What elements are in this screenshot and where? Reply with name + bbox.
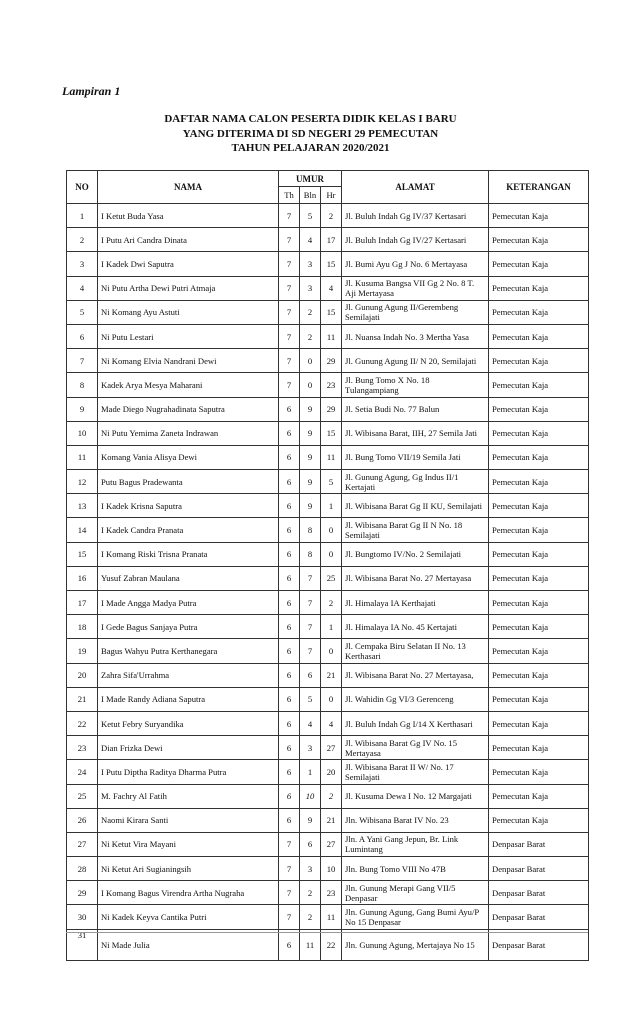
cell-no: 10 (67, 421, 98, 445)
table-row (67, 760, 589, 784)
cell-alamat: Jl. Bung Tomo X No. 18 Tulangampiang (342, 373, 489, 397)
cell-bln: 3 (300, 252, 321, 276)
heading-line-2: YANG DITERIMA DI SD NEGERI 29 PEMECUTAN (182, 127, 439, 140)
cell-nama: Made Diego Nugrahadinata Saputra (98, 397, 279, 421)
cell-alamat: Jln. Gunung Merapi Gang VII/5 Denpasar (342, 881, 489, 905)
cell-no: 25 (67, 784, 98, 808)
cell-th: 6 (279, 687, 300, 711)
cell-bln: 6 (300, 832, 321, 856)
cell-hr: 2 (321, 784, 342, 808)
table-row (67, 494, 589, 518)
table-row (67, 663, 589, 687)
cell-bln: 7 (300, 591, 321, 615)
cell-hr: 20 (321, 760, 342, 784)
cell-hr: 0 (321, 542, 342, 566)
cell-keterangan: Pemecutan Kaja (489, 397, 589, 421)
cell-hr: 4 (321, 276, 342, 300)
table-row (67, 881, 589, 905)
cell-keterangan: Denpasar Barat (489, 857, 589, 881)
table-row (67, 470, 589, 494)
cell-hr: 11 (321, 324, 342, 348)
cell-th: 6 (279, 808, 300, 832)
cell-hr: 15 (321, 252, 342, 276)
cell-keterangan: Pemecutan Kaja (489, 542, 589, 566)
cell-nama: I Komang Riski Trisna Pranata (98, 542, 279, 566)
cell-bln: 8 (300, 542, 321, 566)
header-keterangan: KETERANGAN (489, 171, 589, 204)
cell-th: 7 (279, 373, 300, 397)
cell-th: 6 (279, 736, 300, 760)
cell-alamat: Jl. Gunung Agung, Gg Indus II/1 Kertajati (342, 470, 489, 494)
cell-th: 6 (279, 639, 300, 663)
cell-bln: 9 (300, 445, 321, 469)
table-row (67, 832, 589, 856)
cell-th: 6 (279, 929, 300, 960)
cell-alamat: Jl. Cempaka Biru Selatan II No. 13 Kerthasari (342, 639, 489, 663)
cell-keterangan: Pemecutan Kaja (489, 204, 589, 228)
cell-nama: Naomi Kirara Santi (98, 808, 279, 832)
cell-nama: Ni Putu Yemima Zaneta Indrawan (98, 421, 279, 445)
table-row (67, 687, 589, 711)
cell-nama: Ni Putu Artha Dewi Putri Atmaja (98, 276, 279, 300)
cell-no: 6 (67, 324, 98, 348)
cell-keterangan: Pemecutan Kaja (489, 349, 589, 373)
cell-th: 6 (279, 784, 300, 808)
cell-keterangan: Pemecutan Kaja (489, 711, 589, 735)
cell-hr: 23 (321, 881, 342, 905)
cell-no: 29 (67, 881, 98, 905)
cell-alamat: Jl. Bungtomo IV/No. 2 Semilajati (342, 542, 489, 566)
cell-th: 6 (279, 445, 300, 469)
cell-nama: Ni Ketut Vira Mayani (98, 832, 279, 856)
table-row (67, 397, 589, 421)
cell-keterangan: Pemecutan Kaja (489, 566, 589, 590)
cell-keterangan: Pemecutan Kaja (489, 663, 589, 687)
cell-bln: 6 (300, 663, 321, 687)
header-alamat: ALAMAT (342, 171, 489, 204)
cell-alamat: Jl. Gunung Agung II/Gerembeng Semilajati (342, 300, 489, 324)
cell-keterangan: Pemecutan Kaja (489, 808, 589, 832)
cell-bln: 10 (300, 784, 321, 808)
cell-bln: 11 (300, 929, 321, 960)
cell-bln: 2 (300, 324, 321, 348)
cell-hr: 23 (321, 373, 342, 397)
header-nama: NAMA (98, 171, 279, 204)
cell-alamat: Jln. Bung Tomo VIII No 47B (342, 857, 489, 881)
cell-th: 7 (279, 349, 300, 373)
cell-bln: 0 (300, 373, 321, 397)
cell-th: 6 (279, 663, 300, 687)
cell-th: 6 (279, 566, 300, 590)
cell-nama: Komang Vania Alisya Dewi (98, 445, 279, 469)
cell-th: 7 (279, 832, 300, 856)
cell-nama: M. Fachry Al Fatih (98, 784, 279, 808)
cell-hr: 22 (321, 929, 342, 960)
cell-bln: 4 (300, 228, 321, 252)
cell-alamat: Jl. Nuansa Indah No. 3 Mertha Yasa (342, 324, 489, 348)
cell-hr: 17 (321, 228, 342, 252)
cell-alamat: Jl. Himalaya IA Kerthajati (342, 591, 489, 615)
cell-no: 23 (67, 736, 98, 760)
cell-hr: 15 (321, 421, 342, 445)
table-row (67, 905, 589, 929)
table-row (67, 591, 589, 615)
cell-th: 6 (279, 421, 300, 445)
cell-keterangan: Denpasar Barat (489, 905, 589, 929)
table-row (67, 276, 589, 300)
cell-th: 7 (279, 881, 300, 905)
cell-nama: I Kadek Dwi Saputra (98, 252, 279, 276)
cell-no: 17 (67, 591, 98, 615)
cell-no: 7 (67, 349, 98, 373)
cell-nama: Ni Made Julia (98, 929, 279, 960)
cell-nama: I Kadek Krisna Saputra (98, 494, 279, 518)
cell-no: 12 (67, 470, 98, 494)
cell-bln: 4 (300, 711, 321, 735)
cell-hr: 21 (321, 663, 342, 687)
cell-nama: I Putu Ari Candra Dinata (98, 228, 279, 252)
cell-hr: 27 (321, 736, 342, 760)
cell-no: 14 (67, 518, 98, 542)
table-row (67, 349, 589, 373)
cell-no: 20 (67, 663, 98, 687)
cell-th: 6 (279, 518, 300, 542)
cell-nama: I Kadek Candra Pranata (98, 518, 279, 542)
cell-hr: 11 (321, 445, 342, 469)
student-table (66, 170, 589, 961)
cell-nama: Dian Frizka Dewi (98, 736, 279, 760)
cell-alamat: Jl. Buluh Indah Gg IV/27 Kertasari (342, 228, 489, 252)
cell-bln: 1 (300, 760, 321, 784)
table-row (67, 373, 589, 397)
cell-alamat: Jl. Wibisana Barat Gg II KU, Semilajati (342, 494, 489, 518)
cell-alamat: Jln. A Yani Gang Jepun, Br. Link Lumintang (342, 832, 489, 856)
cell-no: 24 (67, 760, 98, 784)
table-row (67, 784, 589, 808)
cell-bln: 3 (300, 736, 321, 760)
cell-no: 11 (67, 445, 98, 469)
table-body (67, 204, 589, 961)
cell-alamat: Jln. Gunung Agung, Mertajaya No 15 (342, 929, 489, 960)
table-row (67, 445, 589, 469)
table-row (67, 808, 589, 832)
cell-alamat: Jln. Wibisana Barat IV No. 23 (342, 808, 489, 832)
cell-bln: 5 (300, 204, 321, 228)
cell-nama: I Ketut Buda Yasa (98, 204, 279, 228)
cell-alamat: Jl. Gunung Agung II/ N 20, Semilajati (342, 349, 489, 373)
cell-alamat: Jl. Setia Budi No. 77 Balun (342, 397, 489, 421)
cell-alamat: Jl. Buluh Indah Gg IV/37 Kertasari (342, 204, 489, 228)
cell-hr: 1 (321, 615, 342, 639)
header-th: Th (279, 187, 300, 204)
cell-bln: 3 (300, 276, 321, 300)
cell-alamat: Jl. Bumi Ayu Gg J No. 6 Mertayasa (342, 252, 489, 276)
cell-th: 7 (279, 204, 300, 228)
cell-no: 19 (67, 639, 98, 663)
cell-bln: 2 (300, 881, 321, 905)
cell-hr: 0 (321, 639, 342, 663)
table-row (67, 639, 589, 663)
cell-th: 7 (279, 276, 300, 300)
cell-th: 6 (279, 615, 300, 639)
cell-no: 21 (67, 687, 98, 711)
document-heading (0, 112, 621, 156)
cell-no: 27 (67, 832, 98, 856)
header-umur: UMUR (279, 171, 342, 187)
cell-no: 31 (67, 929, 98, 960)
cell-alamat: Jl. Himalaya IA No. 45 Kertajati (342, 615, 489, 639)
cell-nama: Ni Kadek Keyva Cantika Putri (98, 905, 279, 929)
cell-hr: 0 (321, 518, 342, 542)
cell-alamat: Jl. Wibisana Barat Gg II N No. 18 Semilajati (342, 518, 489, 542)
table-row (67, 300, 589, 324)
cell-alamat: Jl. Kusuma Dewa I No. 12 Margajati (342, 784, 489, 808)
cell-th: 7 (279, 905, 300, 929)
cell-hr: 29 (321, 397, 342, 421)
table-row (67, 518, 589, 542)
cell-hr: 15 (321, 300, 342, 324)
cell-alamat: Jl. Wibisana Barat Gg IV No. 15 Mertayasa (342, 736, 489, 760)
cell-keterangan: Denpasar Barat (489, 881, 589, 905)
cell-nama: Ni Komang Elvia Nandrani Dewi (98, 349, 279, 373)
cell-bln: 7 (300, 566, 321, 590)
attachment-label: Lampiran 1 (62, 84, 121, 98)
cell-no: 2 (67, 228, 98, 252)
table-row (67, 857, 589, 881)
cell-bln: 9 (300, 421, 321, 445)
cell-bln: 0 (300, 349, 321, 373)
cell-no: 22 (67, 711, 98, 735)
cell-th: 7 (279, 252, 300, 276)
cell-alamat: Jln. Gunung Agung, Gang Bumi Ayu/P No 15 Denpasar (342, 905, 489, 929)
table-row (67, 929, 589, 960)
cell-nama: Zahra Sifa'Urrahma (98, 663, 279, 687)
cell-alamat: Jl. Wahidin Gg VI/3 Gerenceng (342, 687, 489, 711)
cell-hr: 27 (321, 832, 342, 856)
cell-hr: 10 (321, 857, 342, 881)
heading-line-3: TAHUN PELAJARAN 2020/2021 (231, 142, 390, 154)
cell-no: 5 (67, 300, 98, 324)
cell-no: 18 (67, 615, 98, 639)
table-row (67, 566, 589, 590)
cell-keterangan: Pemecutan Kaja (489, 639, 589, 663)
cell-alamat: Jl. Bung Tomo VII/19 Semila Jati (342, 445, 489, 469)
cell-nama: I Made Angga Madya Putra (98, 591, 279, 615)
cell-hr: 11 (321, 905, 342, 929)
cell-keterangan: Pemecutan Kaja (489, 760, 589, 784)
cell-keterangan: Pemecutan Kaja (489, 736, 589, 760)
cell-nama: I Putu Diptha Raditya Dharma Putra (98, 760, 279, 784)
cell-bln: 9 (300, 397, 321, 421)
cell-no: 9 (67, 397, 98, 421)
cell-th: 6 (279, 591, 300, 615)
cell-nama: I Gede Bagus Sanjaya Putra (98, 615, 279, 639)
cell-bln: 2 (300, 905, 321, 929)
cell-alamat: Jl. Wibisana Barat II W/ No. 17 Semilajati (342, 760, 489, 784)
cell-keterangan: Pemecutan Kaja (489, 470, 589, 494)
cell-no: 8 (67, 373, 98, 397)
cell-keterangan: Pemecutan Kaja (489, 687, 589, 711)
cell-th: 6 (279, 470, 300, 494)
cell-no: 15 (67, 542, 98, 566)
cell-nama: Ni Komang Ayu Astuti (98, 300, 279, 324)
cell-hr: 21 (321, 808, 342, 832)
cell-nama: Yusuf Zabran Maulana (98, 566, 279, 590)
cell-alamat: Jl. Wibisana Barat, IIH, 27 Semila Jati (342, 421, 489, 445)
cell-th: 6 (279, 711, 300, 735)
header-hr: Hr (321, 187, 342, 204)
cell-keterangan: Denpasar Barat (489, 929, 589, 960)
cell-no: 30 (67, 905, 98, 929)
cell-alamat: Jl. Wibisana Barat No. 27 Mertayasa (342, 566, 489, 590)
cell-keterangan: Pemecutan Kaja (489, 445, 589, 469)
cell-keterangan: Pemecutan Kaja (489, 300, 589, 324)
cell-nama: I Made Randy Adiana Saputra (98, 687, 279, 711)
cell-alamat: Jl. Kusuma Bangsa VII Gg 2 No. 8 T. Aji Mertayasa (342, 276, 489, 300)
cell-keterangan: Pemecutan Kaja (489, 421, 589, 445)
header-no: NO (67, 171, 98, 204)
cell-th: 7 (279, 300, 300, 324)
cell-hr: 2 (321, 204, 342, 228)
cell-hr: 1 (321, 494, 342, 518)
cell-th: 6 (279, 760, 300, 784)
cell-th: 6 (279, 494, 300, 518)
table-row (67, 711, 589, 735)
cell-keterangan: Denpasar Barat (489, 832, 589, 856)
cell-bln: 3 (300, 857, 321, 881)
cell-keterangan: Pemecutan Kaja (489, 276, 589, 300)
cell-no: 13 (67, 494, 98, 518)
cell-th: 6 (279, 397, 300, 421)
table-row (67, 324, 589, 348)
cell-no: 4 (67, 276, 98, 300)
cell-keterangan: Pemecutan Kaja (489, 373, 589, 397)
cell-alamat: Jl. Buluh Indah Gg I/14 X Kerthasari (342, 711, 489, 735)
cell-hr: 5 (321, 470, 342, 494)
cell-no: 26 (67, 808, 98, 832)
table-row (67, 615, 589, 639)
cell-keterangan: Pemecutan Kaja (489, 615, 589, 639)
cell-th: 7 (279, 857, 300, 881)
footer-divider (66, 932, 588, 933)
cell-bln: 8 (300, 518, 321, 542)
cell-keterangan: Pemecutan Kaja (489, 518, 589, 542)
cell-alamat: Jl. Wibisana Barat No. 27 Mertayasa, (342, 663, 489, 687)
table-row (67, 736, 589, 760)
table-row (67, 421, 589, 445)
cell-keterangan: Pemecutan Kaja (489, 784, 589, 808)
cell-bln: 9 (300, 808, 321, 832)
cell-nama: Ketut Febry Suryandika (98, 711, 279, 735)
cell-bln: 7 (300, 615, 321, 639)
table-row (67, 228, 589, 252)
cell-bln: 5 (300, 687, 321, 711)
cell-keterangan: Pemecutan Kaja (489, 494, 589, 518)
cell-hr: 4 (321, 711, 342, 735)
header-bln: Bln (300, 187, 321, 204)
cell-bln: 9 (300, 470, 321, 494)
cell-nama: Putu Bagus Pradewanta (98, 470, 279, 494)
cell-th: 7 (279, 324, 300, 348)
cell-hr: 0 (321, 687, 342, 711)
cell-keterangan: Pemecutan Kaja (489, 228, 589, 252)
cell-no: 16 (67, 566, 98, 590)
cell-th: 6 (279, 542, 300, 566)
cell-keterangan: Pemecutan Kaja (489, 252, 589, 276)
cell-hr: 2 (321, 591, 342, 615)
table-row (67, 542, 589, 566)
cell-nama: Kadek Arya Mesya Maharani (98, 373, 279, 397)
cell-nama: Ni Putu Lestari (98, 324, 279, 348)
cell-hr: 25 (321, 566, 342, 590)
cell-bln: 7 (300, 639, 321, 663)
cell-nama: I Komang Bagus Virendra Artha Nugraha (98, 881, 279, 905)
heading-line-1: DAFTAR NAMA CALON PESERTA DIDIK KELAS I BARU (164, 113, 457, 125)
cell-keterangan: Pemecutan Kaja (489, 324, 589, 348)
cell-nama: Ni Ketut Ari Sugianingsih (98, 857, 279, 881)
cell-keterangan: Pemecutan Kaja (489, 591, 589, 615)
cell-hr: 29 (321, 349, 342, 373)
cell-no: 3 (67, 252, 98, 276)
cell-th: 7 (279, 228, 300, 252)
cell-bln: 2 (300, 300, 321, 324)
cell-no: 28 (67, 857, 98, 881)
cell-no: 1 (67, 204, 98, 228)
cell-bln: 9 (300, 494, 321, 518)
table-row (67, 252, 589, 276)
table-row (67, 204, 589, 228)
cell-nama: Bagus Wahyu Putra Kerthanegara (98, 639, 279, 663)
